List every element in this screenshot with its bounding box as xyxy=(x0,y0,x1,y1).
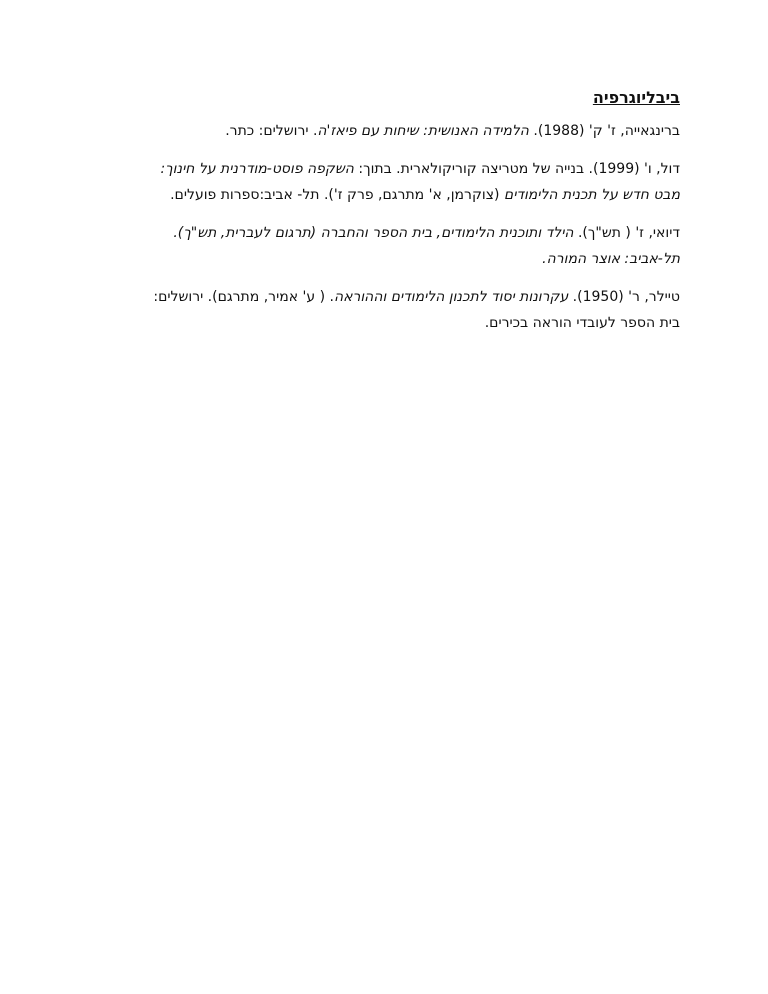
entry-line xyxy=(100,118,680,144)
entry-italic-title: הלמידה האנושית: שיחות עם פיאז'ה xyxy=(317,123,529,139)
entry-line xyxy=(100,182,680,208)
bibliography-title: ביבליוגרפיה xyxy=(592,88,680,107)
entry-italic-title: מבט חדש על תכנית הלימודים xyxy=(503,187,680,203)
bibliography-entry xyxy=(100,118,680,144)
entry-text: דיואי, ז' ( תש"ך). xyxy=(573,225,680,241)
bibliography-entry xyxy=(100,156,680,208)
entry-text: דול, ו' (1999). בנייה של מטריצה קוריקולארית. בתוך: xyxy=(353,161,680,177)
entry-line xyxy=(100,310,680,336)
entry-text: . ירושלים: כתר. xyxy=(225,123,318,139)
bibliography-entry xyxy=(100,284,680,336)
entry-italic-title: תל-אביב: אוצר המורה. xyxy=(542,251,680,267)
entry-italic-title: הילד ותוכנית הלימודים, בית הספר והחברה (תרגום לעברית, תש"ך). xyxy=(173,225,574,241)
entry-text: בית הספר לעובדי הוראה בכירים. xyxy=(484,315,680,331)
entry-line xyxy=(100,246,680,272)
entry-text: טיילר, ר' (1950). xyxy=(568,289,680,305)
entry-line xyxy=(100,156,680,182)
entry-text: . ( ע' אמיר, מתרגם). ירושלים: xyxy=(153,289,334,305)
bibliography-section xyxy=(100,84,680,348)
entry-italic-title: השקפה פוסט-מודרנית על חינוך: xyxy=(160,161,354,177)
entry-text: (צוקרמן, א' מתרגם, פרק ז'). תל- אביב:ספרות פועלים. xyxy=(170,187,504,203)
entry-text: ברינגאייה, ז' ק' (1988). xyxy=(528,123,680,139)
bibliography-entry xyxy=(100,220,680,272)
entry-italic-title: עקרונות יסוד לתכנון הלימודים וההוראה xyxy=(333,289,569,305)
entry-line xyxy=(100,284,680,310)
entry-line xyxy=(100,220,680,246)
